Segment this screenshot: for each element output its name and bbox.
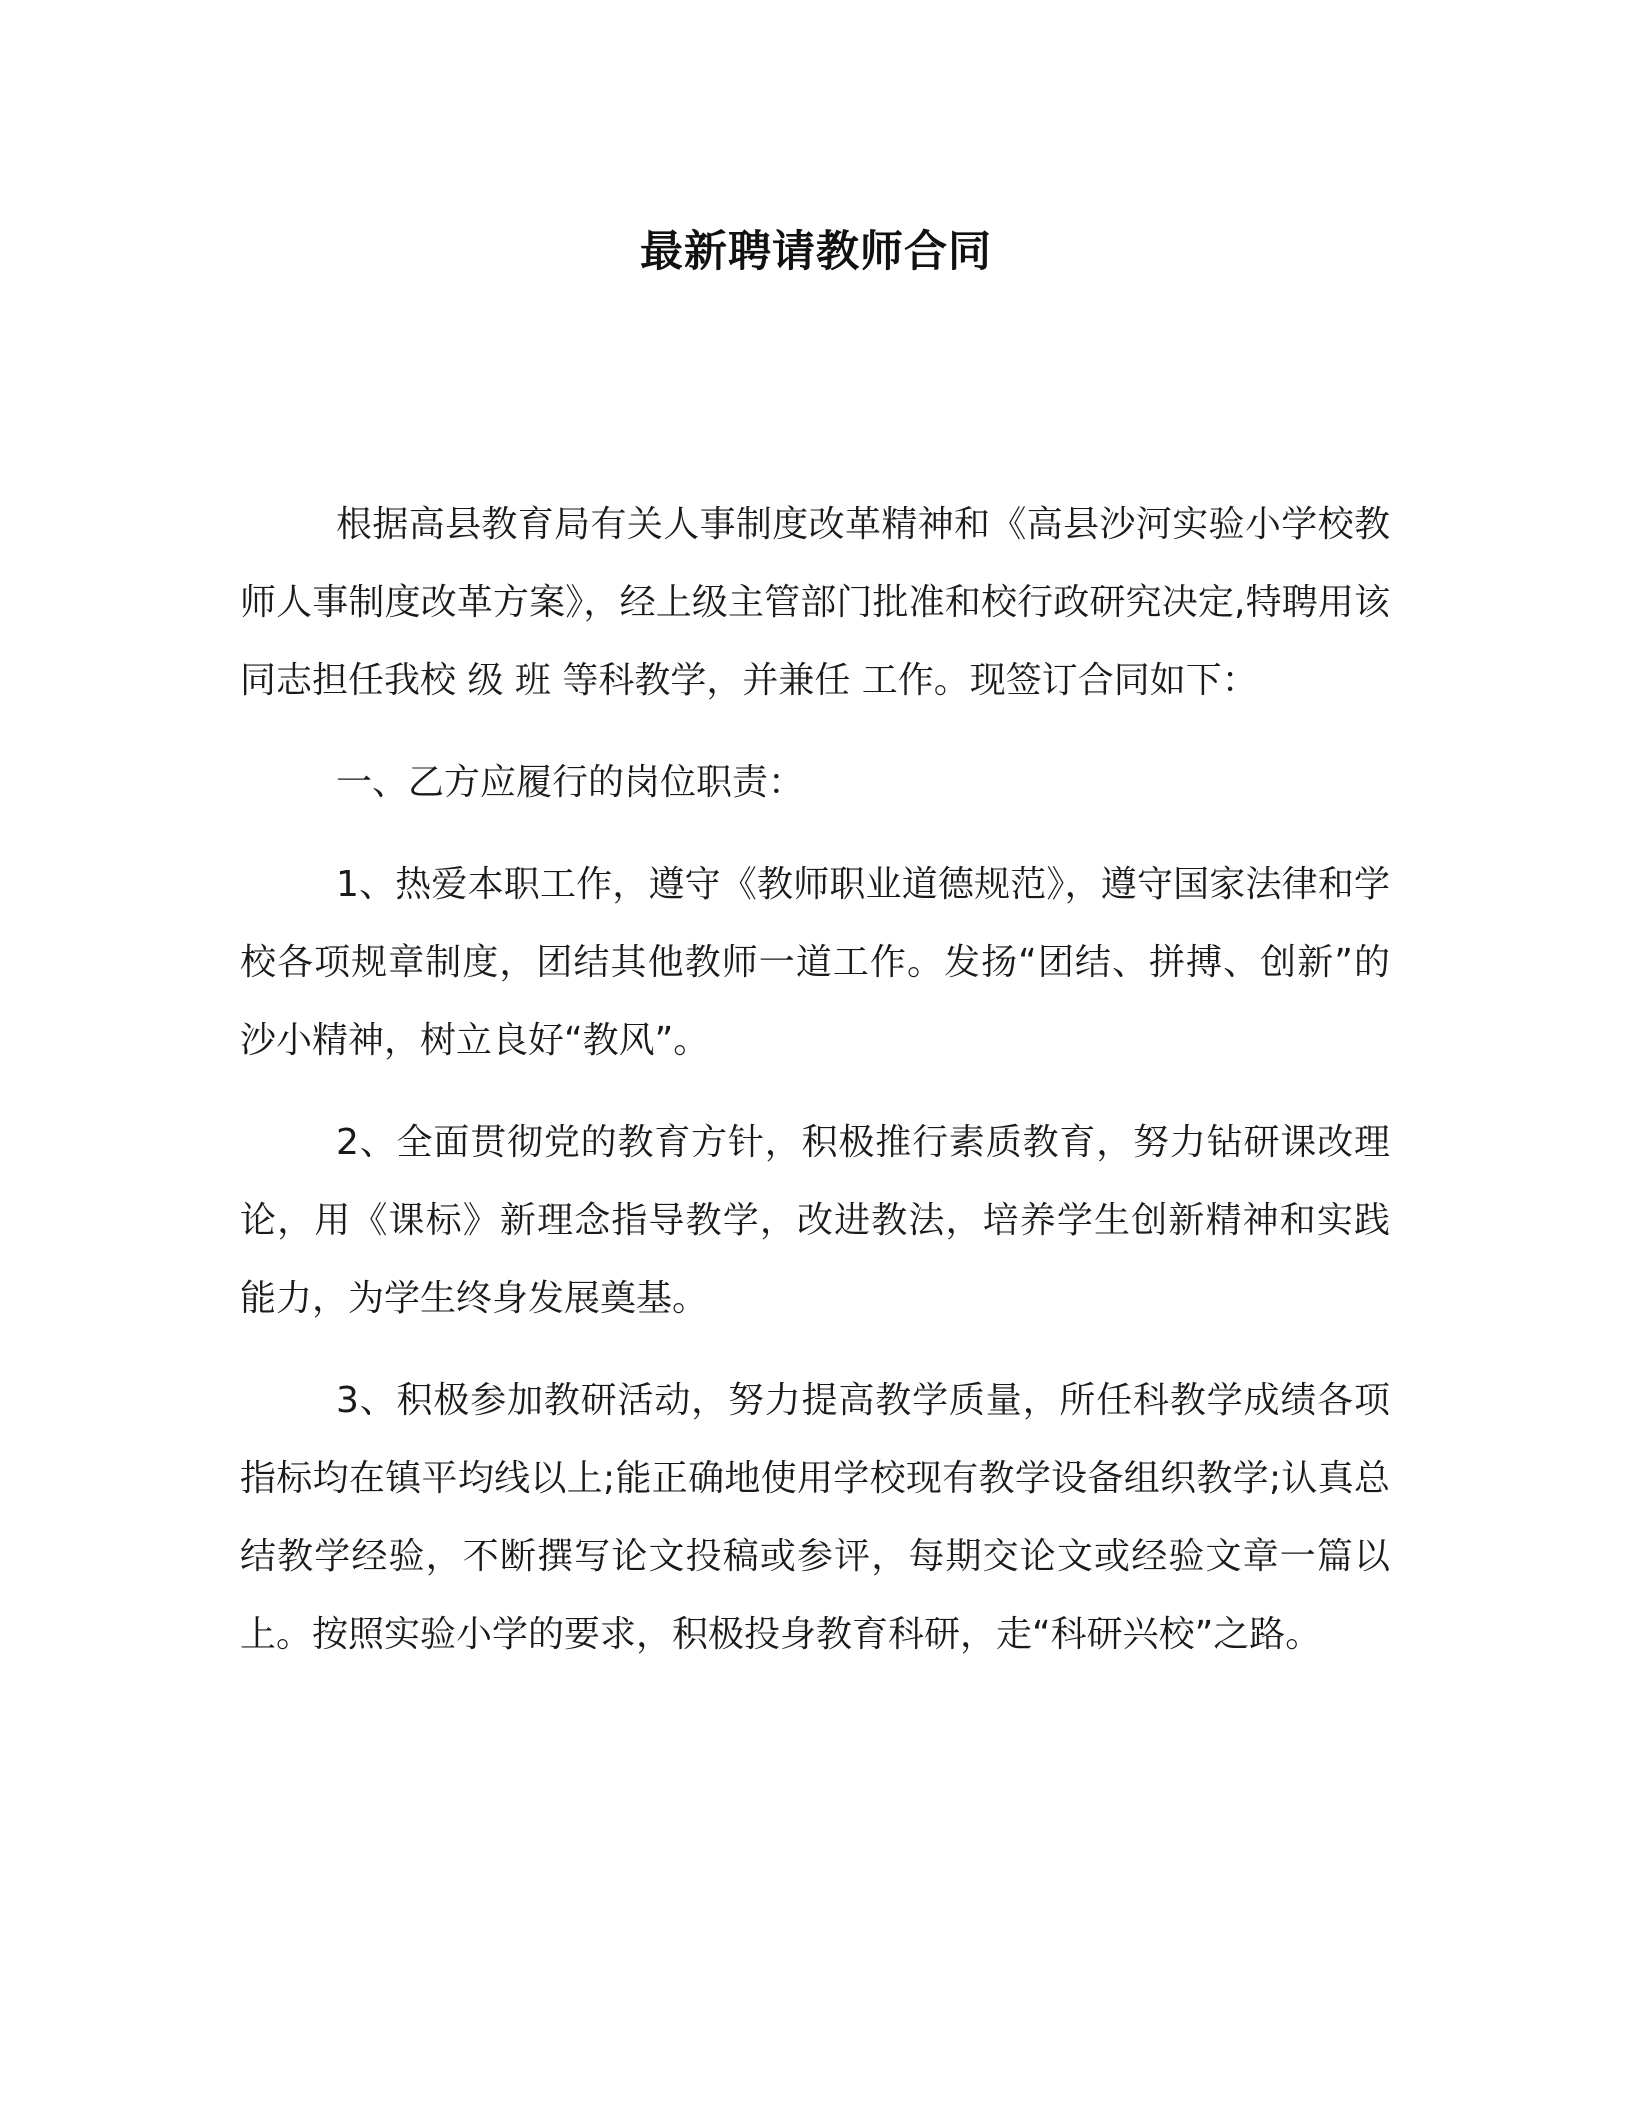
intro-paragraph: 根据高县教育局有关人事制度改革精神和《高县沙河实验小学校教师人事制度改革方案》，经上级主管部门批准和校行政研究决定,特聘用该同志担任我校 级 班 等科教学，并兼任 工作。现签订合同如下：	[240, 504, 1390, 701]
document-body	[240, 486, 1390, 1698]
section-heading-duties: 一、乙方应履行的岗位职责：	[336, 762, 805, 803]
clause-paragraph-1: 1、热爱本职工作，遵守《教师职业道德规范》，遵守国家法律和学校各项规章制度，团结其他教师一道工作。发扬“团结、拼搏、创新”的沙小精神，树立良好“教风”。	[240, 864, 1390, 1061]
document-title: 最新聘请教师合同	[640, 227, 992, 277]
clause-paragraph-3: 3、积极参加教研活动，努力提高教学质量，所任科教学成绩各项指标均在镇平均线以上;能正确地使用学校现有教学设备组织教学;认真总结教学经验，不断撰写论文投稿或参评，每期交论文或经验文章一篇以上。按照实验小学的要求，积极投身教育科研，走“科研兴校”之路。	[240, 1380, 1390, 1655]
clause-paragraph-2: 2、全面贯彻党的教育方针，积极推行素质教育，努力钻研课改理论，用《课标》新理念指导教学，改进教法，培养学生创新精神和实践能力，为学生终身发展奠基。	[240, 1122, 1390, 1319]
